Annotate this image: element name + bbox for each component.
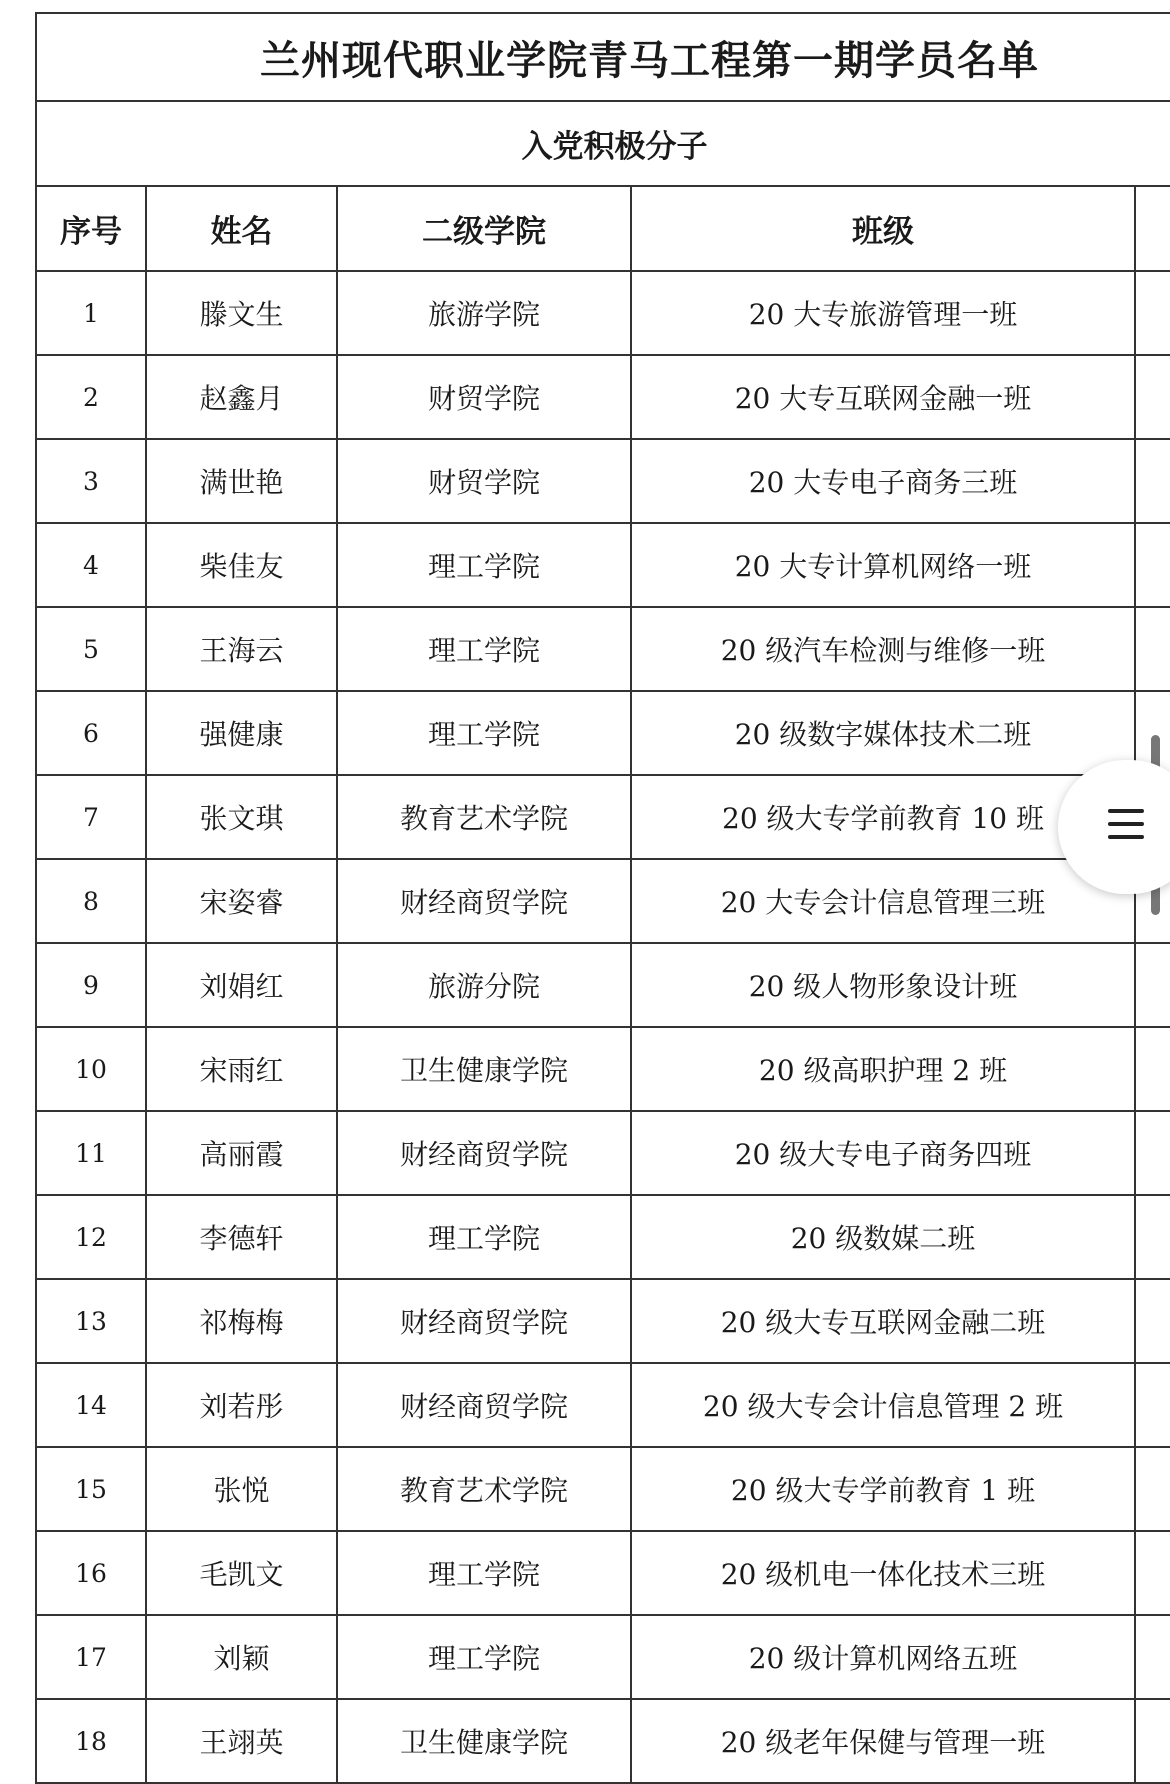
row-no: 11 xyxy=(37,1112,147,1194)
row-class: 20 级大专互联网金融二班 xyxy=(632,1280,1136,1362)
row-name: 毛凯文 xyxy=(147,1532,338,1614)
row-name: 赵鑫月 xyxy=(147,356,338,438)
row-no: 16 xyxy=(37,1532,147,1614)
row-no: 1 xyxy=(37,272,147,354)
table-row xyxy=(37,1532,1170,1616)
row-extra-cell xyxy=(1136,272,1170,354)
row-no: 17 xyxy=(37,1616,147,1698)
row-no: 4 xyxy=(37,524,147,606)
row-no: 8 xyxy=(37,860,147,942)
row-extra-cell xyxy=(1136,1196,1170,1278)
row-no: 12 xyxy=(37,1196,147,1278)
table-title-row xyxy=(37,14,1170,102)
row-class: 20 级计算机网络五班 xyxy=(632,1616,1136,1698)
table-row xyxy=(37,1700,1170,1784)
row-no: 5 xyxy=(37,608,147,690)
row-name: 柴佳友 xyxy=(147,524,338,606)
row-college: 旅游分院 xyxy=(338,944,632,1026)
student-list-table xyxy=(35,12,1170,1784)
row-extra-cell xyxy=(1136,524,1170,606)
row-no: 3 xyxy=(37,440,147,522)
row-class: 20 级大专会计信息管理 2 班 xyxy=(632,1364,1136,1446)
table-row xyxy=(37,608,1170,692)
row-class: 20 级大专学前教育 10 班 xyxy=(632,776,1136,858)
row-class: 20 级数字媒体技术二班 xyxy=(632,692,1136,774)
row-extra-cell xyxy=(1136,1280,1170,1362)
row-college: 理工学院 xyxy=(338,1532,632,1614)
section-subtitle: 入党积极分子 xyxy=(521,129,708,165)
row-no: 7 xyxy=(37,776,147,858)
row-college: 财经商贸学院 xyxy=(338,860,632,942)
row-extra-cell xyxy=(1136,608,1170,690)
row-no: 15 xyxy=(37,1448,147,1530)
row-extra-cell xyxy=(1136,1616,1170,1698)
row-college: 旅游学院 xyxy=(338,272,632,354)
row-extra-cell xyxy=(1136,440,1170,522)
row-no: 18 xyxy=(37,1700,147,1782)
table-row xyxy=(37,692,1170,776)
table-row xyxy=(37,1028,1170,1112)
row-name: 强健康 xyxy=(147,692,338,774)
row-class: 20 级人物形象设计班 xyxy=(632,944,1136,1026)
row-extra-cell xyxy=(1136,944,1170,1026)
row-no: 10 xyxy=(37,1028,147,1110)
row-name: 宋雨红 xyxy=(147,1028,338,1110)
table-body xyxy=(37,272,1170,1784)
table-row xyxy=(37,1616,1170,1700)
row-extra-cell xyxy=(1136,1532,1170,1614)
row-extra-cell xyxy=(1136,1028,1170,1110)
row-class: 20 大专互联网金融一班 xyxy=(632,356,1136,438)
row-extra-cell xyxy=(1136,1448,1170,1530)
page-title: 兰州现代职业学院青马工程第一期学员名单 xyxy=(260,37,1039,84)
row-name: 刘若彤 xyxy=(147,1364,338,1446)
row-name: 滕文生 xyxy=(147,272,338,354)
row-class: 20 大专会计信息管理三班 xyxy=(632,860,1136,942)
row-college: 卫生健康学院 xyxy=(338,1700,632,1782)
table-row xyxy=(37,944,1170,1028)
row-no: 2 xyxy=(37,356,147,438)
row-no: 13 xyxy=(37,1280,147,1362)
row-college: 财贸学院 xyxy=(338,440,632,522)
table-row xyxy=(37,356,1170,440)
row-class: 20 级机电一体化技术三班 xyxy=(632,1532,1136,1614)
row-class: 20 级大专电子商务四班 xyxy=(632,1112,1136,1194)
row-class: 20 大专旅游管理一班 xyxy=(632,272,1136,354)
header-no: 序号 xyxy=(37,187,147,270)
row-college: 财经商贸学院 xyxy=(338,1364,632,1446)
row-college: 财贸学院 xyxy=(338,356,632,438)
row-class: 20 大专计算机网络一班 xyxy=(632,524,1136,606)
row-name: 张文琪 xyxy=(147,776,338,858)
row-name: 王海云 xyxy=(147,608,338,690)
row-college: 理工学院 xyxy=(338,524,632,606)
header-class: 班级 xyxy=(632,187,1136,270)
row-class: 20 大专电子商务三班 xyxy=(632,440,1136,522)
row-name: 刘娟红 xyxy=(147,944,338,1026)
row-extra-cell xyxy=(1136,1700,1170,1782)
table-row xyxy=(37,860,1170,944)
row-extra-cell xyxy=(1136,1364,1170,1446)
table-row xyxy=(37,272,1170,356)
row-college: 理工学院 xyxy=(338,1616,632,1698)
row-class: 20 级大专学前教育 1 班 xyxy=(632,1448,1136,1530)
row-no: 6 xyxy=(37,692,147,774)
table-row xyxy=(37,1112,1170,1196)
row-college: 理工学院 xyxy=(338,1196,632,1278)
table-row xyxy=(37,1196,1170,1280)
row-name: 满世艳 xyxy=(147,440,338,522)
row-college: 卫生健康学院 xyxy=(338,1028,632,1110)
row-class: 20 级汽车检测与维修一班 xyxy=(632,608,1136,690)
row-college: 财经商贸学院 xyxy=(338,1112,632,1194)
row-class: 20 级高职护理 2 班 xyxy=(632,1028,1136,1110)
row-name: 祁梅梅 xyxy=(147,1280,338,1362)
header-extra-column xyxy=(1136,187,1170,270)
header-college: 二级学院 xyxy=(338,187,632,270)
table-subtitle-row xyxy=(37,102,1170,187)
table-row xyxy=(37,440,1170,524)
row-name: 高丽霞 xyxy=(147,1112,338,1194)
header-name: 姓名 xyxy=(147,187,338,270)
row-name: 宋姿睿 xyxy=(147,860,338,942)
table-row xyxy=(37,1364,1170,1448)
hamburger-menu-icon[interactable] xyxy=(1108,809,1144,839)
row-extra-cell xyxy=(1136,1112,1170,1194)
row-name: 张悦 xyxy=(147,1448,338,1530)
row-college: 理工学院 xyxy=(338,692,632,774)
row-name: 刘颖 xyxy=(147,1616,338,1698)
table-row xyxy=(37,1448,1170,1532)
row-college: 教育艺术学院 xyxy=(338,776,632,858)
row-class: 20 级老年保健与管理一班 xyxy=(632,1700,1136,1782)
table-header-row xyxy=(37,187,1170,272)
row-college: 教育艺术学院 xyxy=(338,1448,632,1530)
row-class: 20 级数媒二班 xyxy=(632,1196,1136,1278)
table-row xyxy=(37,776,1170,860)
table-row xyxy=(37,524,1170,608)
row-no: 9 xyxy=(37,944,147,1026)
row-extra-cell xyxy=(1136,356,1170,438)
row-name: 王翊英 xyxy=(147,1700,338,1782)
row-college: 理工学院 xyxy=(338,608,632,690)
row-no: 14 xyxy=(37,1364,147,1446)
table-row xyxy=(37,1280,1170,1364)
row-college: 财经商贸学院 xyxy=(338,1280,632,1362)
row-name: 李德轩 xyxy=(147,1196,338,1278)
